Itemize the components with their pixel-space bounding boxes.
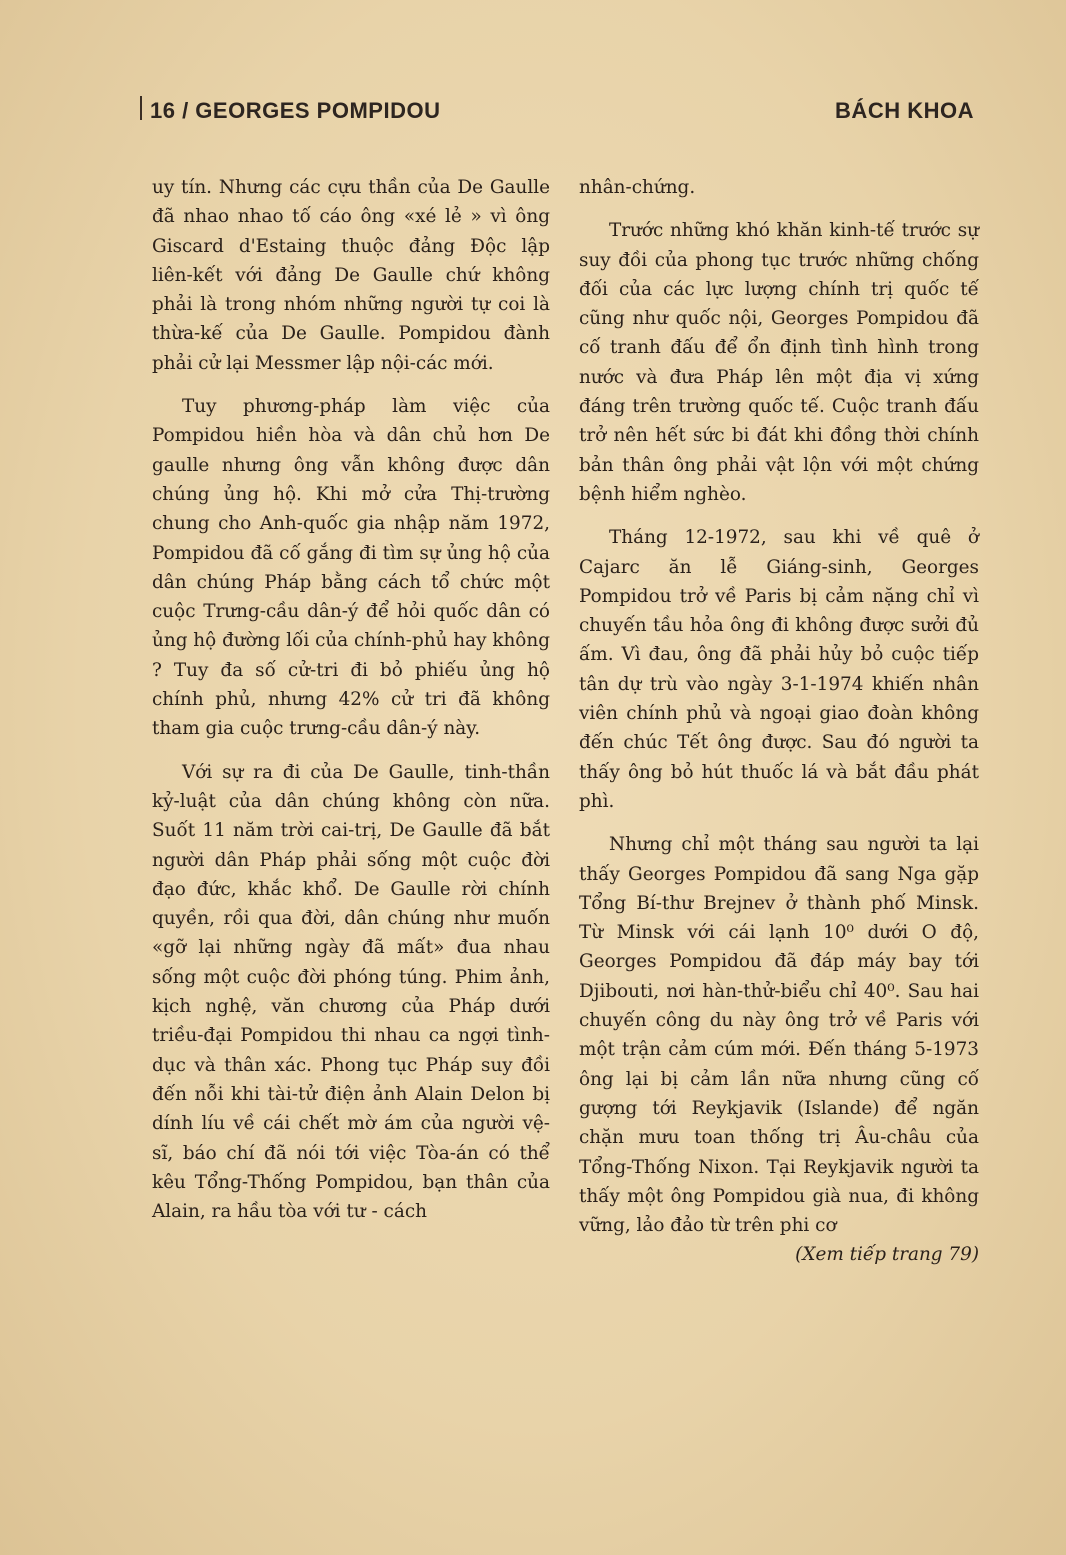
left-column bbox=[152, 173, 550, 1226]
paragraph: Nhưng chỉ một tháng sau người ta lại thấy Georges Pompidou đã sang Nga gặp Tổng Bí-thư Brejnev ở thành phố Minsk. Từ Minsk với cái lạnh 10⁰ dưới O độ, Georges Pompidou đã đáp máy bay tới Djibouti, nơi hàn-thử-biểu chỉ 40⁰. Sau hai chuyến công du này ông trở về Paris với một trận cảm cúm mới. Đến tháng 5-1973 ông lại bị cảm lần nữa nhưng cũng cố gượng tới Reykjavik (Islande) để ngăn chặn mưu toan thống trị Âu-châu của Tổng-Thống Nixon. Tại Reykjavik người ta thấy một ông Pompidou già nua, đi không vững, lảo đảo từ trên phi cơ bbox=[579, 834, 979, 1237]
paragraph: nhân-chứng. bbox=[579, 177, 696, 198]
paragraph: Trước những khó khăn kinh-tế trước sự suy đồi của phong tục trước những chống đối của các lực lượng chính trị quốc tế cũng như quốc nội, Georges Pompidou đã cố tranh đấu để ổn định tình hình trong nước và đưa Pháp lên một địa vị xứng đáng trên trường quốc tế. Cuộc tranh đấu trở nên hết sức bi đát khi đồng thời chính bản thân ông phải vật lộn với một chứng bệnh hiểm nghèo. bbox=[579, 220, 979, 505]
paragraph: Với sự ra đi của De Gaulle, tinh-thần kỷ-luật của dân chúng không còn nữa. Suốt 11 năm trời cai-trị, De Gaulle đã bắt người dân Pháp phải sống một cuộc đời đạo đức, khắc khổ. De Gaulle rời chính quyền, rồi qua đời, dân chúng như muốn «gỡ lại những ngày đã mất» đua nhau sống một cuộc đời phóng túng. Phim ảnh, kịch nghệ, văn chương của Pháp dưới triều-đại Pompidou thi nhau ca ngợi tình-dục và thân xác. Phong tục Pháp suy đồi đến nỗi khi tài-tử điện ảnh Alain Delon bị dính líu về cái chết mờ ám của người vệ-sĩ, báo chí đã nói tới việc Tòa-án có thể kêu Tổng-Thống Pompidou, bạn thân của Alain, ra hầu tòa với tư - cách bbox=[152, 761, 550, 1223]
paragraph: uy tín. Nhưng các cựu thần của De Gaulle đã nhao nhao tố cáo ông «xé lẻ » vì ông Giscard d'Estaing thuộc đảng Độc lập liên-kết với đảng De Gaulle chứ không phải là trong nhóm những người tự coi là thừa-kế của De Gaulle. Pompidou đành phải cử lại Messmer lập nội-các mới. bbox=[152, 177, 550, 374]
magazine-name: BÁCH KHOA bbox=[835, 98, 974, 123]
page-title: 16 / GEORGES POMPIDOU bbox=[150, 98, 441, 123]
right-column bbox=[579, 173, 979, 1284]
margin-mark bbox=[140, 96, 142, 120]
paragraph: Tuy phương-pháp làm việc của Pompidou hiền hòa và dân chủ hơn De gaulle nhưng ông vẫn không được dân chúng ủng hộ. Khi mở cửa Thị-trường chung cho Anh-quốc gia nhập năm 1972, Pompidou đã cố gắng đi tìm sự ủng hộ của dân chúng Pháp bằng cách tổ chức một cuộc Trưng-cầu dân-ý để hỏi quốc dân có ủng hộ đường lối của chính-phủ hay không ? Tuy đa số cử-tri đi bỏ phiếu ủng hộ chính phủ, nhưng 42% cử tri đã không tham gia cuộc trưng-cầu dân-ý này. bbox=[152, 396, 550, 740]
paragraph: Tháng 12-1972, sau khi về quê ở Cajarc ăn lễ Giáng-sinh, Georges Pompidou trở về Paris bị cảm nặng chỉ vì chuyến tầu hỏa ông đi không được sưởi đủ ấm. Vì đau, ông đã phải hủy bỏ cuộc tiếp tân dự trù vào ngày 3-1-1974 khiến nhân viên chính phủ và ngoại giao đoàn không đến chúc Tết ông được. Sau đó người ta thấy ông bỏ hút thuốc lá và bắt đầu phát phì. bbox=[579, 527, 979, 812]
continuation-note: (Xem tiếp trang 79) bbox=[795, 1244, 979, 1266]
page-header bbox=[150, 98, 974, 132]
